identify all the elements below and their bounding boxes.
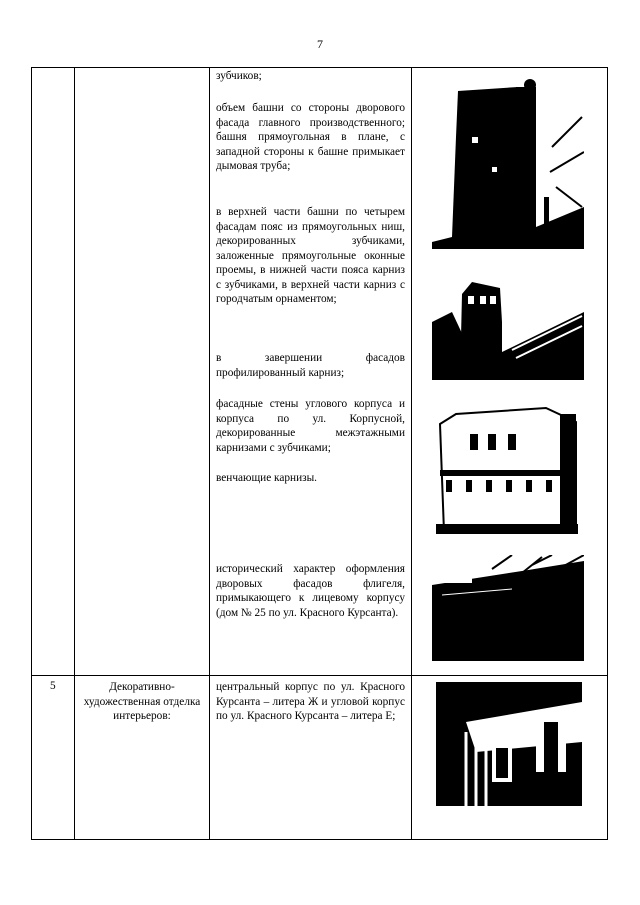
description-paragraph: центральный корпус по ул. Красного Курсанта – литера Ж и угловой корпус по ул. Красного Курсанта – литера Е; <box>216 681 405 722</box>
description-paragraph: объем башни со стороны дворового фасада главного производственного; башня прямоугольная в плане, с западной стороны к башне примыкает дымовая труба; <box>216 102 405 172</box>
description-paragraph: зубчиков; <box>216 70 262 82</box>
table-border-bottom <box>31 839 608 840</box>
description-paragraph: в верхней части башни по четырем фасадам пояс из прямоугольных ниш, декорированных зубчиками, заложенные прямоугольные оконные проемы, в нижней части пояса карниз с зубчиками, в верхней части карниз с городчатым орнаментом; <box>216 206 405 305</box>
description-paragraph: в завершении фасадов профилированный карниз; <box>216 352 405 379</box>
element-name: Декоративно-художественная отделка интерьеров: <box>83 681 201 722</box>
table-border-right <box>607 67 608 840</box>
row-number: 5 <box>50 680 56 692</box>
row-divider <box>31 675 608 676</box>
page-number: 7 <box>317 37 323 51</box>
table-border-left <box>31 67 32 840</box>
tower-windows-photo <box>436 404 578 534</box>
column-divider-number <box>74 67 75 840</box>
column-divider-description <box>411 67 412 840</box>
description-paragraph: фасадные стены углового корпуса и корпуса по ул. Корпусной, декорированные межэтажными карнизами с зубчиками; <box>216 398 405 454</box>
tower-facade-photo <box>432 77 584 249</box>
column-divider-name <box>209 67 210 840</box>
table-border-top <box>31 67 608 68</box>
interior-photo <box>436 682 582 806</box>
description-paragraph: исторический характер оформления дворовых фасадов флигеля, примыкающего к лицевому корпусу (дом № 25 по ул. Красного Курсанта). <box>216 563 405 619</box>
tower-cornice-photo <box>432 282 584 380</box>
description-paragraph: венчающие карнизы. <box>216 472 317 484</box>
courtyard-facade-photo <box>432 555 584 661</box>
